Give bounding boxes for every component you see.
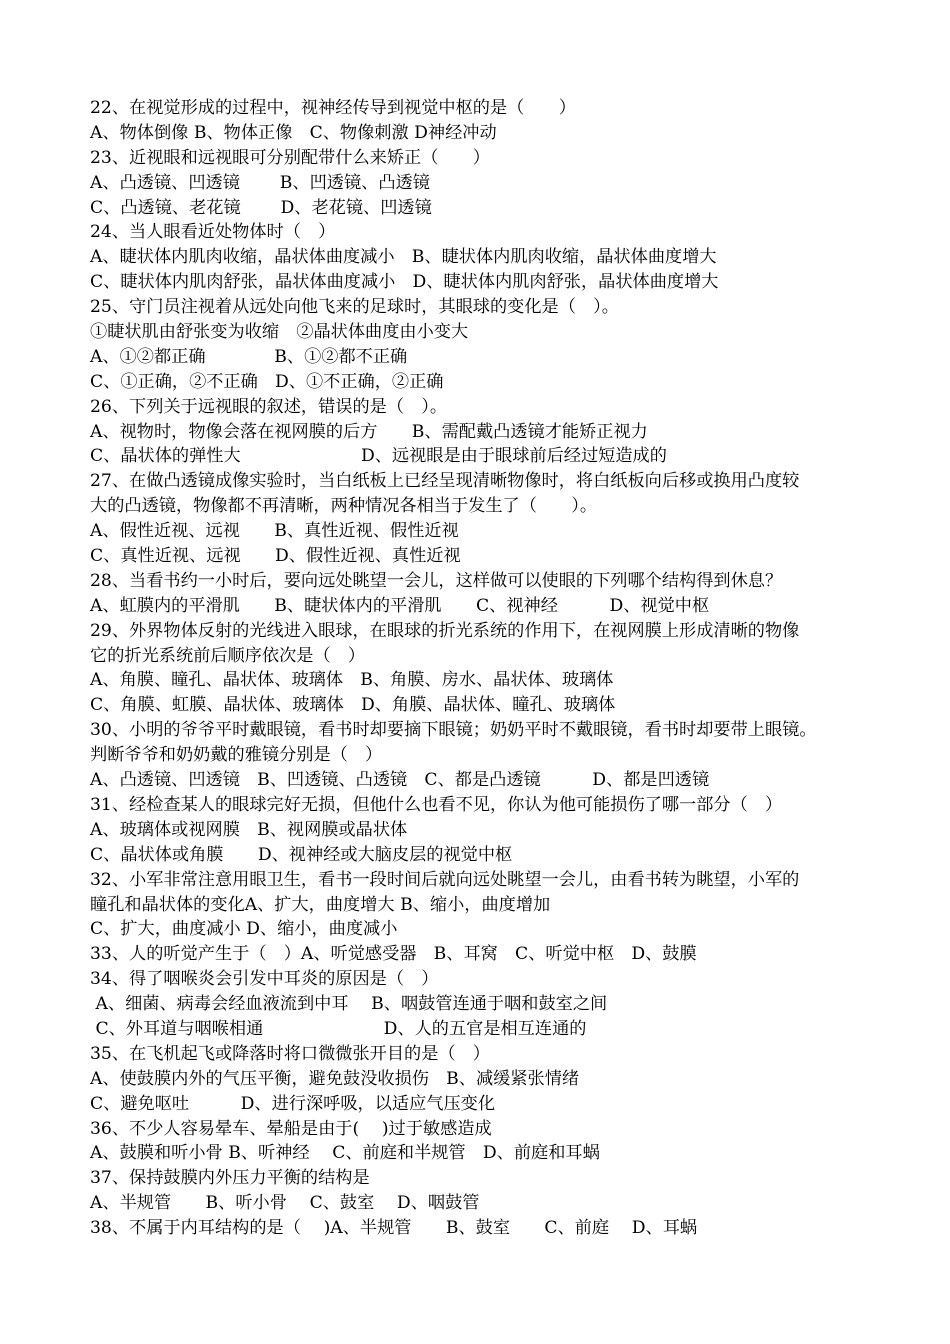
question-31-options-ab: A、玻璃体或视网膜 B、视网膜或晶状体: [90, 819, 408, 840]
question-32-options-cd: C、扩大，曲度减小 D、缩小，曲度减小: [90, 919, 398, 940]
question-25-options-cd: C、①正确，②不正确 D、①不正确，②正确: [90, 371, 444, 392]
question-32-stem: 32、小军非常注意用眼卫生，看书一段时间后就向远处眺望一会儿，由看书转为眺望，小军的: [90, 869, 800, 890]
question-33: 33、人的听觉产生于（ ）A、听觉感受器 B、耳窝 C、听觉中枢 D、鼓膜: [90, 944, 697, 965]
question-37-stem: 37、保持鼓膜内外压力平衡的结构是: [90, 1168, 370, 1189]
question-32-options-ab: 瞳孔和晶状体的变化A、扩大，曲度增大 B、缩小，曲度增加: [90, 894, 551, 915]
question-23-options-ab: A、凸透镜、凹透镜 B、凹透镜、凸透镜: [90, 172, 430, 193]
question-list: [90, 96, 880, 1241]
question-34-stem: 34、得了咽喉炎会引发中耳炎的原因是（ ）: [90, 969, 439, 990]
question-27-options-ab: A、假性近视、远视 B、真性近视、假性近视: [90, 521, 459, 542]
question-26-options-ab: A、视物时，物像会落在视网膜的后方 B、需配戴凸透镜才能矫正视力: [90, 421, 648, 442]
question-23-stem: 23、近视眼和远视眼可分别配带什么来矫正（ ）: [90, 147, 490, 168]
question-27-stem-2: 大的凸透镜，物像都不再清晰，两种情况各相当于发生了（ ）。: [90, 496, 598, 517]
question-29-options-cd: C、角膜、虹膜、晶状体、玻璃体 D、角膜、晶状体、瞳孔、玻璃体: [90, 695, 616, 716]
question-28-options: A、虹膜内的平滑肌 B、睫状体内的平滑肌 C、视神经 D、视觉中枢: [90, 595, 710, 616]
question-22-stem: 22、在视觉形成的过程中，视神经传导到视觉中枢的是（ ）: [90, 98, 576, 118]
question-29-stem-1: 29、外界物体反射的光线进入眼球，在眼球的折光系统的作用下，在视网膜上形成清晰的物像: [90, 620, 800, 641]
question-25-stem: 25、守门员注视着从远处向他飞来的足球时，其眼球的变化是（ ）。: [90, 297, 619, 318]
question-27-options-cd: C、真性近视、远视 D、假性近视、真性近视: [90, 546, 461, 567]
question-35-options-cd: C、避免呕吐 D、进行深呼吸，以适应气压变化: [90, 1093, 496, 1114]
question-34-options-ab: A、细菌、病毒会经血液流到中耳 B、咽鼓管连通于咽和鼓室之间: [90, 994, 608, 1015]
question-30-stem-1: 30、小明的爷爷平时戴眼镜，看书时却要摘下眼镜；奶奶平时不戴眼镜，看书时却要带上眼镜。: [90, 720, 817, 741]
question-25-options-ab: A、①②都正确 B、①②都不正确: [90, 346, 408, 367]
question-29-stem-2: 它的折光系统前后顺序依次是（ ）: [90, 645, 366, 666]
question-27-stem-1: 27、在做凸透镜成像实验时，当白纸板上已经呈现清晰物像时，将白纸板向后移或换用凸度较: [90, 471, 800, 492]
question-28-stem: 28、当看书约一小时后，要向远处眺望一会儿，这样做可以使眼的下列哪个结构得到休息？: [90, 570, 783, 591]
question-35-options-ab: A、使鼓膜内外的气压平衡，避免鼓没收损伤 B、减缓紧张情绪: [90, 1068, 580, 1089]
question-38: 38、不属于内耳结构的是（ )A、半规管 B、鼓室 C、前庭 D、耳蜗: [90, 1218, 698, 1239]
question-25-statements: ①睫状肌由舒张变为收缩 ②晶状体曲度由小变大: [90, 322, 469, 343]
question-26-options-cd: C、晶状体的弹性大 D、远视眼是由于眼球前后经过短造成的: [90, 446, 667, 467]
question-36-stem: 36、不少人容易晕车、晕船是由于( )过于敏感造成: [90, 1118, 492, 1139]
question-30-options: A、凸透镜、凹透镜 B、凹透镜、凸透镜 C、都是凸透镜 D、都是凹透镜: [90, 770, 710, 791]
question-24-options-cd: C、睫状体内肌肉舒张，晶状体曲度减小 D、睫状体内肌肉舒张，晶状体曲度增大: [90, 272, 719, 293]
question-31-options-cd: C、晶状体或角膜 D、视神经或大脑皮层的视觉中枢: [90, 844, 513, 865]
question-24-stem: 24、当人眼看近处物体时（ ）: [90, 222, 336, 243]
question-23-options-cd: C、凸透镜、老花镜 D、老花镜、凹透镜: [90, 197, 432, 218]
question-24-options-ab: A、睫状体内肌肉收缩，晶状体曲度减小 B、睫状体内肌肉收缩，晶状体曲度增大: [90, 247, 717, 268]
question-26-stem: 26、下列关于远视眼的叙述，错误的是（ ）。: [90, 396, 448, 417]
question-22-options: A、物体倒像 B、物体正像 C、物像刺激 D神经冲动: [90, 122, 497, 143]
question-35-stem: 35、在飞机起飞或降落时将口微微张开目的是（ ）: [90, 1043, 490, 1064]
question-36-options: A、鼓膜和听小骨 B、听神经 C、前庭和半规管 D、前庭和耳蜗: [90, 1143, 600, 1164]
question-31-stem: 31、经检查某人的眼球完好无损，但他什么也看不见，你认为他可能损伤了哪一部分（ ）: [90, 794, 783, 815]
question-37-options: A、半规管 B、听小骨 C、鼓室 D、咽鼓管: [90, 1193, 480, 1214]
question-29-options-ab: A、角膜、瞳孔、晶状体、玻璃体 B、角膜、房水、晶状体、玻璃体: [90, 670, 614, 691]
question-34-options-cd: C、外耳道与咽喉相通 D、人的五官是相互连通的: [90, 1018, 587, 1039]
question-30-stem-2: 判断爷爷和奶奶戴的雅镜分别是（ ）: [90, 745, 383, 766]
